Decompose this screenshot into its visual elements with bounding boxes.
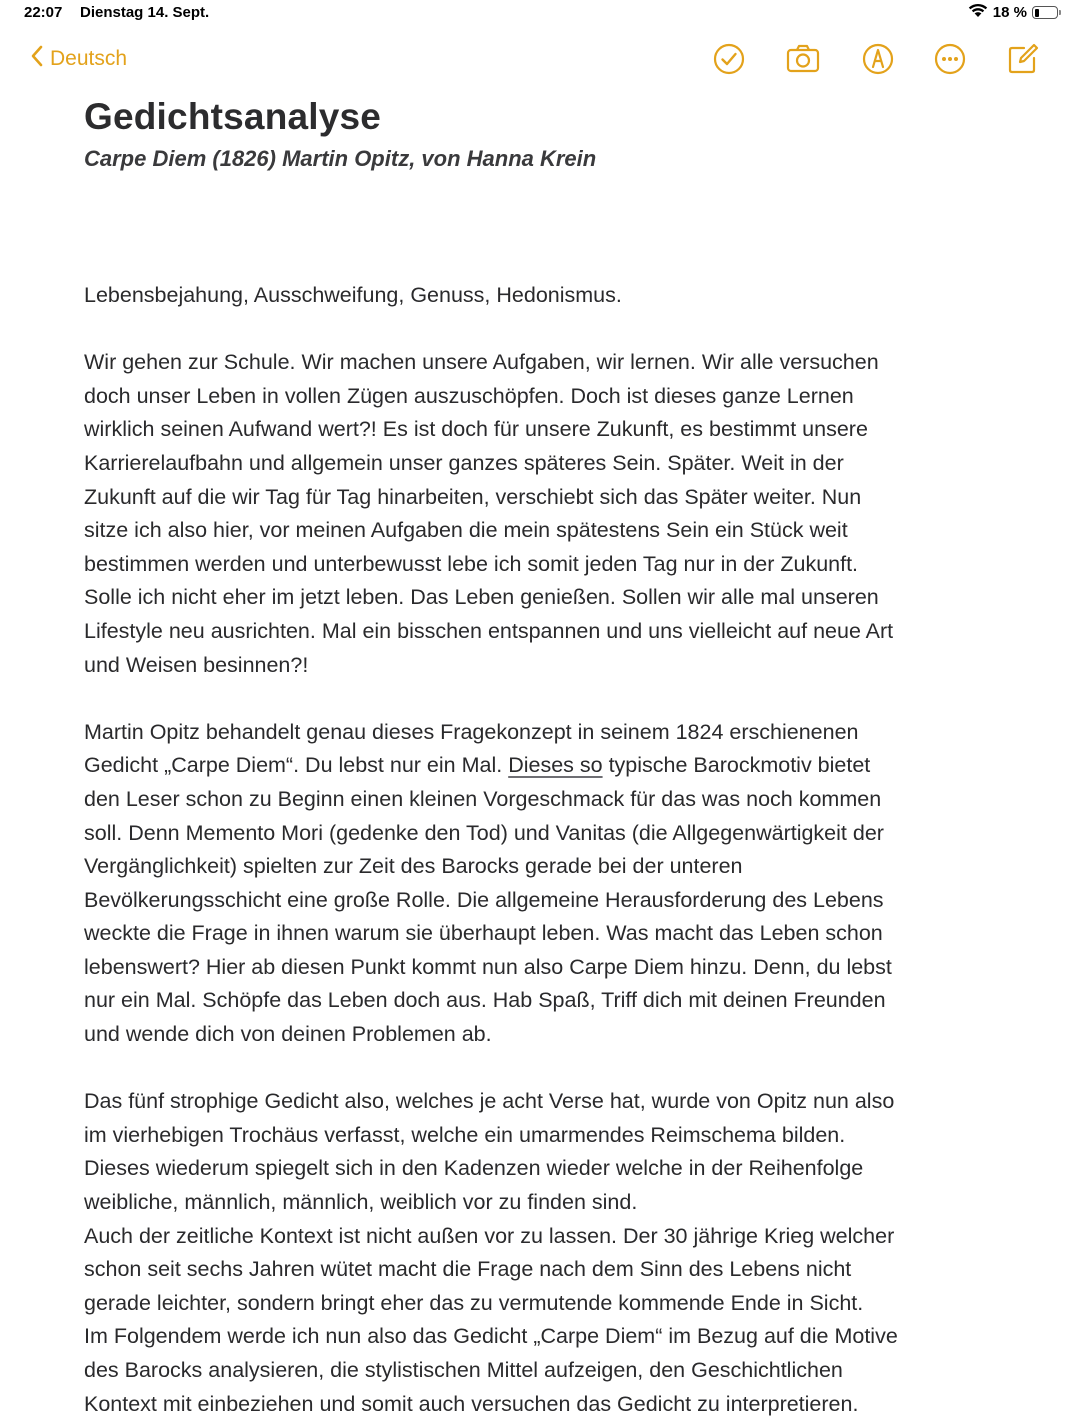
text-line: Das fünf strophige Gedicht also, welches je acht Verse hat, wurde von Opitz nun also	[84, 1089, 895, 1114]
back-label: Deutsch	[50, 47, 128, 70]
text-line: Auch der zeitliche Kontext ist nicht außen vor zu lassen. Der 30 jährige Krieg welcher	[84, 1223, 895, 1248]
status-indicators	[968, 3, 1058, 22]
text-segment: Gedicht „Carpe Diem“. Du lebst nur ein Mal.	[84, 753, 509, 778]
underlined-phrase: Dieses so	[508, 753, 603, 778]
battery-fill	[1035, 9, 1039, 17]
text-line: Solle ich nicht eher im jetzt leben. Das Leben genießen. Sollen wir alle mal unseren	[84, 585, 879, 610]
wifi-icon	[968, 3, 988, 22]
text-line: Martin Opitz behandelt genau dieses Fragekonzept in seinem 1824 erschienenen	[84, 719, 859, 744]
keywords-line: Lebensbejahung, Ausschweifung, Genuss, Hedonismus.	[84, 283, 622, 307]
text-line: schon seit sechs Jahren wütet macht die Frage nach dem Sinn des Lebens nicht	[84, 1257, 852, 1282]
status-bar	[0, 0, 1080, 26]
compose-icon[interactable]	[1006, 42, 1040, 76]
text-line: und wende dich von deinen Problemen ab.	[84, 1022, 492, 1047]
text-line: Vergänglichkeit) spielten zur Zeit des Barocks gerade bei der unteren	[84, 854, 743, 879]
note-title[interactable]: Gedichtsanalyse	[84, 96, 382, 137]
text-line: weckte die Frage in ihnen warum sie überhaupt leben. Was macht das Leben schon	[84, 921, 883, 946]
text-line: Wir gehen zur Schule. Wir machen unsere Aufgaben, wir lernen. Wir alle versuchen	[84, 350, 879, 375]
markup-icon[interactable]	[861, 42, 895, 76]
text-line: Im Folgendem werde ich nun also das Gedicht „Carpe Diem“ im Bezug auf die Motive	[84, 1324, 898, 1349]
note-subtitle[interactable]: Carpe Diem (1826) Martin Opitz, von Hanna Krein	[84, 146, 597, 171]
battery-icon	[1032, 6, 1058, 19]
paragraph-opitz	[84, 716, 996, 1052]
text-line: nur ein Mal. Schöpfe das Leben doch aus. Hab Spaß, Triff dich mit deinen Freunden	[84, 988, 886, 1013]
back-button[interactable]	[30, 44, 127, 74]
checklist-icon[interactable]	[712, 42, 746, 76]
text-line: weibliche, männlich, männlich, weiblich vor zu finden sind.	[84, 1190, 638, 1215]
paragraph-intro	[84, 346, 996, 682]
text-line: Zukunft auf die wir Tag für Tag hinarbeiten, verschiebt sich das Später weiter. Nun	[84, 484, 862, 509]
text-segment: typische Barockmotiv bietet	[602, 753, 871, 778]
text-line: soll. Denn Memento Mori (gedenke den Tod) und Vanitas (die Allgegenwärtigkeit der	[84, 820, 884, 845]
text-line: im vierhebigen Trochäus verfasst, welche ein umarmendes Reimschema bilden.	[84, 1122, 846, 1147]
paragraph-form	[84, 1085, 996, 1421]
text-line: doch unser Leben in vollen Zügen auszuschöpfen. Doch ist dieses ganze Lernen	[84, 383, 854, 408]
note-body[interactable]	[84, 279, 996, 1421]
battery-percent: 18 %	[992, 4, 1027, 21]
chevron-left-icon	[30, 44, 44, 74]
text-line: den Leser schon zu Beginn einen kleinen Vorgeschmack für das was noch kommen	[84, 786, 882, 811]
text-line: lebenswert? Hier ab diesen Punkt kommt nun also Carpe Diem hinzu. Denn, du lebst	[84, 954, 892, 979]
text-line	[84, 749, 996, 783]
text-line: Kontext mit einbeziehen und somit auch versuchen das Gedicht zu interpretieren.	[84, 1391, 859, 1416]
text-line: gerade leichter, sondern bringt eher das zu vermutende kommende Ende in Sicht.	[84, 1290, 864, 1315]
text-line: bestimmen werden und unterbewusst lebe ich somit jeden Tag nur in der Zukunft.	[84, 551, 859, 576]
text-line: sitze ich also hier, vor meinen Aufgaben die mein spätestens Sein ein Stück weit	[84, 518, 848, 543]
camera-icon[interactable]	[786, 42, 820, 76]
text-line: Dieses wiederum spiegelt sich in den Kadenzen wieder welche in der Reihenfolge	[84, 1156, 864, 1181]
text-line: wirklich seinen Aufwand wert?! Es ist doch für unsere Zukunft, es bestimmt unsere	[84, 417, 868, 442]
status-time: 22:07	[24, 4, 63, 21]
note-toolbar	[0, 38, 1080, 82]
text-line: Bevölkerungsschicht eine große Rolle. Die allgemeine Herausforderung des Lebens	[84, 887, 884, 912]
text-line: Karrierelaufbahn und allgemein unser ganzes späteres Sein. Später. Weit in der	[84, 450, 844, 475]
status-date: Dienstag 14. Sept.	[80, 4, 210, 21]
text-line: Lifestyle neu ausrichten. Mal ein bisschen entspannen und uns vielleicht auf neue Art	[84, 618, 894, 643]
text-line: und Weisen besinnen?!	[84, 652, 309, 677]
more-icon[interactable]	[933, 42, 967, 76]
text-line: des Barocks analysieren, die stylistischen Mittel aufzeigen, den Geschichtlichen	[84, 1358, 843, 1382]
